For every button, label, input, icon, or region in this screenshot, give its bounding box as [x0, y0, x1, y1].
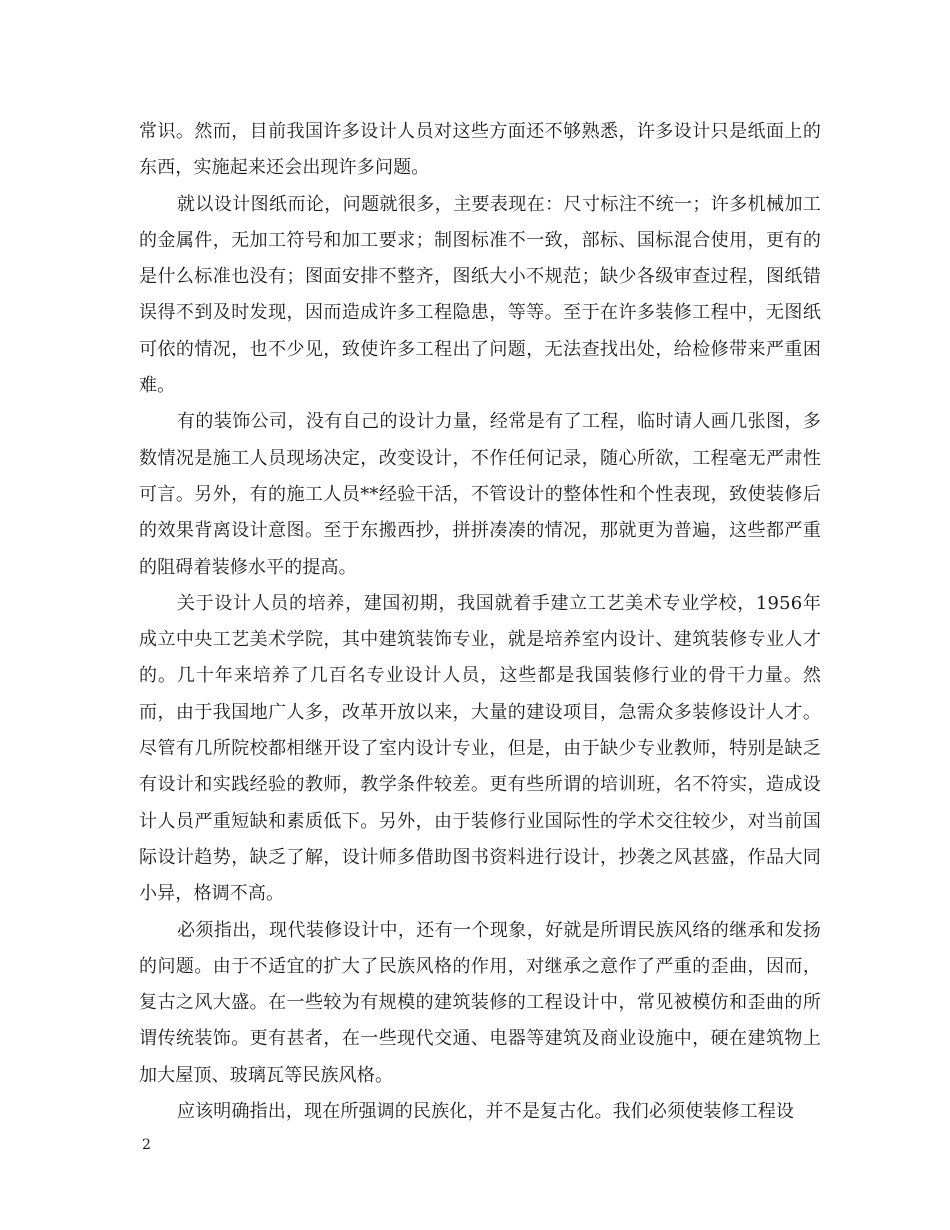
- body-text: [139, 114, 821, 1130]
- paragraph-6: 应该明确指出，现在所强调的民族化，并不是复古化。我们必须使装修工程设: [177, 1101, 795, 1123]
- paragraph-2: 就以设计图纸而论，问题就很多，主要表现在：尺寸标注不统一；许多机械加工的金属件，无加工符号和加工要求；制图标准不一致，部标、国标混合使用，更有的是什么标准也没有；图面安排不整齐，图纸大小不规范；缺少各级审查过程，图纸错误得不到及时发现，因而造成许多工程隐患，等等。至于在许多装修工程中，无图纸可依的情况，也不少见，致使许多工程出了问题，无法查找出处，给检修带来严重困难。: [139, 193, 821, 397]
- paragraph-3: 有的装饰公司，没有自己的设计力量，经常是有了工程，临时请人画几张图，多数情况是施工人员现场决定，改变设计，不作任何记录，随心所欲，工程毫无严肃性可言。另外，有的施工人员**经验干活，不管设计的整体性和个性表现，致使装修后的效果背离设计意图。至于东搬西抄，拼拼凑凑的情况，那就更为普遍，这些都严重的阻碍着装修水平的提高。: [139, 411, 821, 578]
- page-number: 2: [142, 1137, 151, 1153]
- paragraph-1: 常识。然而，目前我国许多设计人员对这些方面还不够熟悉，许多设计只是纸面上的东西，实施起来还会出现许多问题。: [139, 121, 821, 179]
- paragraph-4: 关于设计人员的培养，建国初期，我国就着手建立工艺美术专业学校，1956年成立中央工艺美术学院，其中建筑装饰专业，就是培养室内设计、建筑装修专业人才的。几十年来培养了几百名专业设计人员，这些都是我国装修行业的骨干力量。然而，由于我国地广人多，改革开放以来，大量的建设项目，急需众多装修设计人才。尽管有几所院校都相继开设了室内设计专业，但是，由于缺少专业教师，特别是缺乏有设计和实践经验的教师，教学条件较差。更有些所谓的培训班，名不符实，造成设计人员严重短缺和素质低下。另外，由于装修行业国际性的学术交往较少，对当前国际设计趋势，缺乏了解，设计师多借助图书资料进行设计，抄袭之风甚盛，作品大同小异，格调不高。: [139, 592, 821, 905]
- paragraph-5: 必须指出，现代装修设计中，还有一个现象，好就是所谓民族风络的继承和发扬的问题。由于不适宜的扩大了民族风格的作用，对继承之意作了严重的歪曲，因而，复古之风大盛。在一些较为有规模的建筑装修的工程设计中，常见被模仿和歪曲的所谓传统装饰。更有甚者，在一些现代交通、电器等建筑及商业设施中，硬在建筑物上加大屋顶、玻璃瓦等民族风格。: [139, 919, 821, 1086]
